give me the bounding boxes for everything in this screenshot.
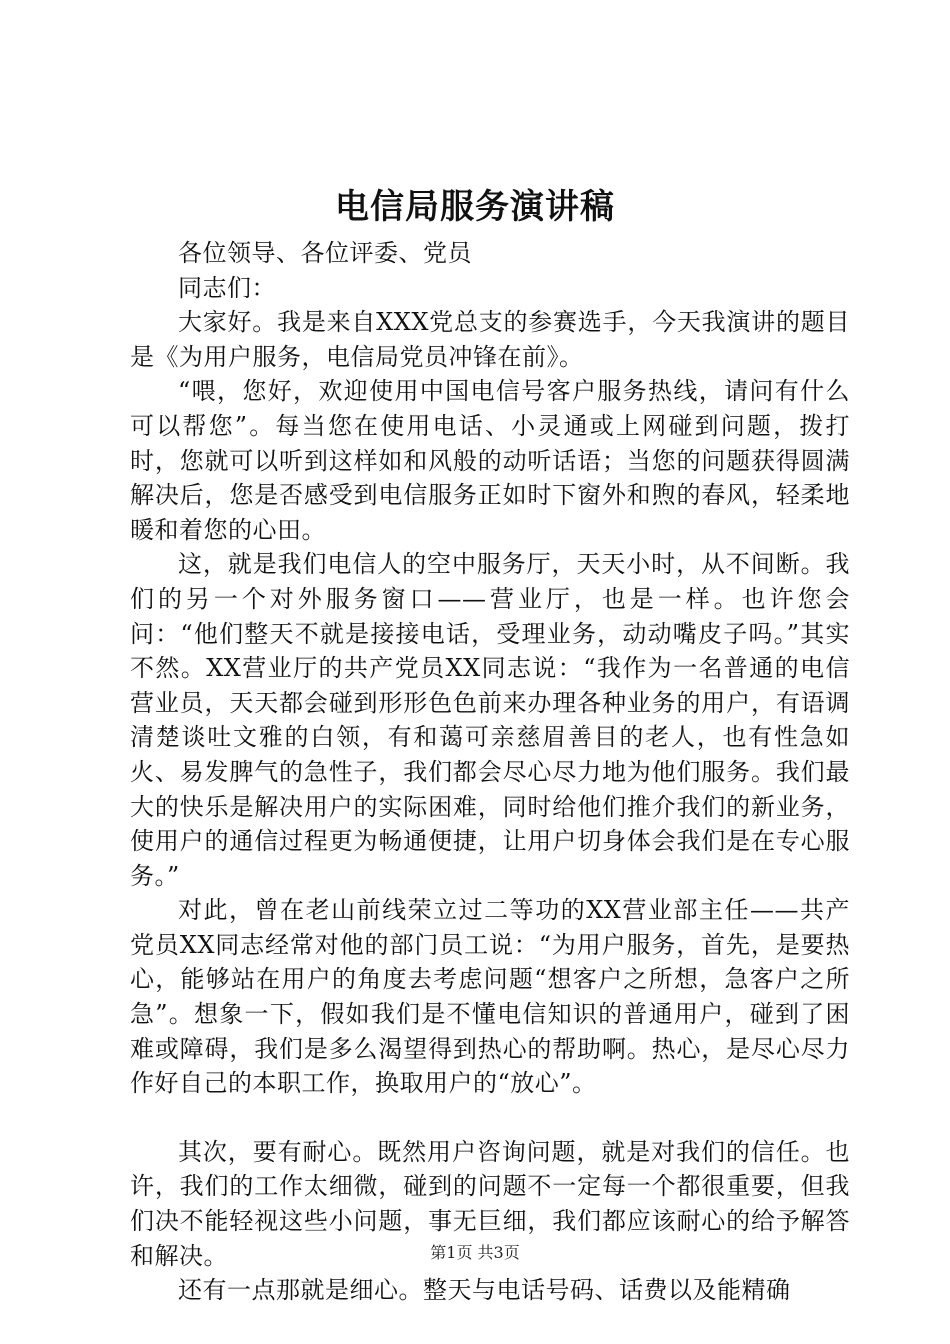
paragraph-patience: 其次，要有耐心。既然用户咨询问题，就是对我们的信任。也许，我们的工作太细微，碰到的问题不一定每一个都很重要，但我们决不能轻视这些小问题，事无巨细，我们都应该耐心的给予解答和解决。: [130, 1137, 850, 1270]
paragraph-service-hall: 这，就是我们电信人的空中服务厅，天天小时，从不间断。我们的另一个对外服务窗口——营业厅，也是一样。也许您会问：“他们整天不就是接接电话，受理业务，动动嘴皮子吗。”其实不然。XX营业厅的共产党员XX同志说：“我作为一名普通的电信营业员，天天都会碰到形形色色前来办理各种业务的用户，有语调清楚谈吐文雅的白领，有和蔼可亲慈眉善目的老人，也有性急如火、易发脾气的急性子，我们都会尽心尽力地为他们服务。我们最大的快乐是解决用户的实际困难，同时给他们推介我们的新业务，使用户的通信过程更为畅通便捷，让用户切身体会我们是在专心服务。”: [130, 550, 850, 890]
document-body: [130, 236, 850, 1308]
page-footer: 第1页 共3页: [430, 1243, 520, 1262]
paragraph-hotline: “喂，您好，欢迎使用中国电信号客户服务热线，请问有什么可以帮您”。每当您在使用电话、小灵通或上网碰到问题，拨打时，您就可以听到这样如和风般的动听话语；当您的问题获得圆满解决后，您是否感受到电信服务正如时下窗外和煦的春风，轻柔地暖和着您的心田。: [130, 377, 850, 544]
paragraph-intro: 大家好。我是来自XXX党总支的参赛选手，今天我演讲的题目是《为用户服务，电信局党员冲锋在前》。: [130, 308, 850, 371]
paragraph-greeting: 同志们：: [178, 273, 276, 302]
paragraph-carefulness: 还有一点那就是细心。整天与电话号码、话费以及能精确: [178, 1276, 791, 1305]
paragraph-salutation: 各位领导、各位评委、党员: [178, 239, 472, 267]
paragraph-warmth: 对此，曾在老山前线荣立过二等功的XX营业部主任——共产党员XX同志经常对他的部门员工说：“为用户服务，首先，是要热心，能够站在用户的角度去考虑问题“想客户之所想，急客户之所急”。想象一下，假如我们是不懂电信知识的普通用户，碰到了困难或障碍，我们是多么渴望得到热心的帮助啊。热心，是尽心尽力作好自己的本职工作，换取用户的“放心”。: [130, 896, 850, 1098]
document-title: 电信局服务演讲稿: [335, 187, 615, 227]
